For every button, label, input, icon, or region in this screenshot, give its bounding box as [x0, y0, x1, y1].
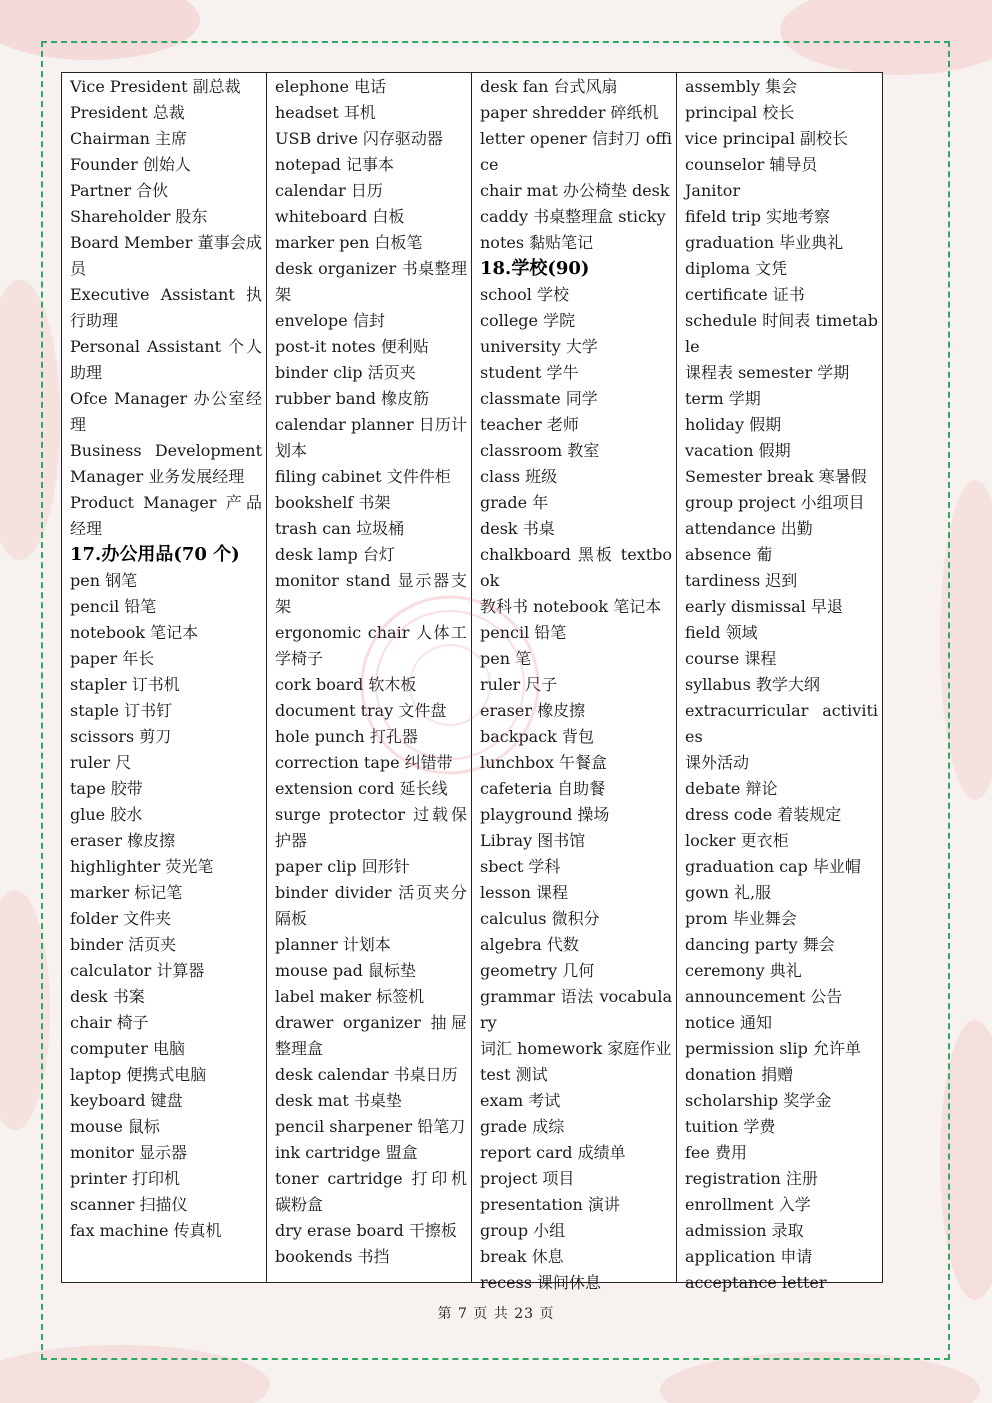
vocab-entry: notepad 记事本 [275, 155, 394, 174]
vocab-entry: Shareholder 股东 [70, 207, 208, 226]
vocab-entry: graduation 毕业典礼 [685, 233, 844, 252]
vocab-entry: sbect 学科 [480, 857, 561, 876]
vocab-entry: calendar 日历 [275, 181, 383, 200]
vocab-entry: principal 校长 [685, 103, 795, 122]
vocab-entry: presentation 演讲 [480, 1195, 620, 1214]
vocab-entry: binder 活页夹 [70, 935, 177, 954]
vocab-entry: eraser 橡皮擦 [480, 701, 586, 720]
column-3 [472, 73, 677, 1292]
vocab-entry: cork board 软木板 [275, 675, 417, 694]
vocab-entry: term 学期 [685, 389, 761, 408]
vocab-entry: paper shredder 碎纸机 [480, 103, 659, 122]
vocab-entry: break 休息 [480, 1247, 564, 1266]
vocab-entry: field 领域 [685, 623, 758, 642]
vocab-entry: debate 辩论 [685, 779, 778, 798]
vocab-entry: folder 文件夹 [70, 909, 172, 928]
vocab-entry: Ofce Manager 办公室经理 [70, 389, 262, 434]
vocab-entry: Vice President 副总裁 [70, 77, 241, 96]
vocab-entry: calculator 计算器 [70, 961, 205, 980]
vocab-entry: elephone 电话 [275, 77, 387, 96]
column-2 [267, 73, 472, 1282]
vocab-entry: Product Manager 产品经理 [70, 493, 262, 538]
vocab-entry: assembly 集会 [685, 77, 798, 96]
column-1 [62, 73, 267, 1282]
vocab-entry: drawer organizer 抽屉整理盒 [275, 1013, 467, 1058]
vocab-entry: letter opener 信封刀 office [480, 129, 672, 174]
vocab-entry: school 学校 [480, 285, 569, 304]
vocab-entry: USB drive 闪存驱动器 [275, 129, 443, 148]
vocab-entry: certificate 证书 [685, 285, 805, 304]
vocab-entry: tardiness 迟到 [685, 571, 798, 590]
vocab-entry: bookends 书挡 [275, 1247, 390, 1266]
vocab-entry: toner cartridge 打印机碳粉盒 [275, 1169, 467, 1214]
vocab-entry: desk calendar 书桌日历 [275, 1065, 458, 1084]
vocab-entry: laptop 便携式电脑 [70, 1065, 207, 1084]
vocab-entry: bookshelf 书架 [275, 493, 391, 512]
vocab-entry: test 测试 [480, 1065, 548, 1084]
vocab-entry: grade 年 [480, 493, 549, 512]
vocab-entry: course 课程 [685, 649, 777, 668]
vocab-entry: marker pen 白板笔 [275, 233, 423, 252]
vocab-entry: classroom 教室 [480, 441, 600, 460]
vocab-entry: Personal Assistant 个人助理 [70, 337, 262, 382]
vocab-entry: ergonomic chair 人体工学椅子 [275, 623, 467, 668]
vocab-entry: paper clip 回形针 [275, 857, 410, 876]
vocab-entry: lesson 课程 [480, 883, 569, 902]
vocab-entry: surge protector 过载保护器 [275, 805, 467, 850]
vocab-entry: early dismissal 早退 [685, 597, 843, 616]
vocab-entry: pen 钢笔 [70, 571, 138, 590]
vocab-entry: pencil sharpener 铅笔刀 [275, 1117, 466, 1136]
vocab-entry: Partner 合伙 [70, 181, 169, 200]
vocab-entry: mouse pad 鼠标垫 [275, 961, 416, 980]
vocab-entry: highlighter 荧光笔 [70, 857, 214, 876]
vocab-entry: headset 耳机 [275, 103, 376, 122]
vocab-entry: classmate 同学 [480, 389, 598, 408]
vocab-entry: Chairman 主席 [70, 129, 187, 148]
vocab-entry: eraser 橡皮擦 [70, 831, 176, 850]
vocab-entry: ink cartridge 盟盒 [275, 1143, 418, 1162]
section-heading: 17.办公用品(70 个) [70, 544, 240, 565]
vocab-entry: 词汇 homework 家庭作业 [480, 1039, 672, 1058]
vocab-entry: desk 书案 [70, 987, 145, 1006]
vocab-entry: university 大学 [480, 337, 598, 356]
vocab-entry: dry erase board 干擦板 [275, 1221, 457, 1240]
vocab-entry: Executive Assistant 执行助理 [70, 285, 262, 330]
vocab-entry: envelope 信封 [275, 311, 385, 330]
vocab-entry: Board Member 董事会成员 [70, 233, 262, 278]
vocab-entry: report card 成绩单 [480, 1143, 626, 1162]
vocab-entry: calculus 微积分 [480, 909, 600, 928]
vocab-entry: vice principal 副校长 [685, 129, 849, 148]
vocab-entry: diploma 文凭 [685, 259, 788, 278]
vocab-entry: dress code 着装规定 [685, 805, 842, 824]
vocab-entry: vacation 假期 [685, 441, 791, 460]
vocab-entry: chalkboard 黑板 textbook [480, 545, 672, 590]
vocab-entry: hole punch 打孔器 [275, 727, 418, 746]
vocab-entry: group 小组 [480, 1221, 566, 1240]
vocab-entry: scissors 剪刀 [70, 727, 172, 746]
vocab-entry: permission slip 允许单 [685, 1039, 861, 1058]
vocab-entry: Semester break 寒暑假 [685, 467, 867, 486]
vocab-entry: announcement 公告 [685, 987, 843, 1006]
vocab-entry: gown 礼,服 [685, 883, 772, 902]
vocab-entry: acceptance letter [685, 1273, 827, 1292]
vocab-entry: staple 订书钉 [70, 701, 173, 720]
vocab-entry: computer 电脑 [70, 1039, 185, 1058]
vocab-entry: glue 胶水 [70, 805, 143, 824]
vocab-entry: absence 葡 [685, 545, 773, 564]
vocab-entry: locker 更衣柜 [685, 831, 789, 850]
vocab-entry: chair 椅子 [70, 1013, 149, 1032]
vocab-entry: paper 年长 [70, 649, 155, 668]
vocab-entry: teacher 老师 [480, 415, 579, 434]
vocab-entry: monitor 显示器 [70, 1143, 188, 1162]
vocab-entry: keyboard 键盘 [70, 1091, 183, 1110]
vocab-entry: exam 考试 [480, 1091, 561, 1110]
vocab-entry: extracurricular activities [685, 701, 878, 746]
section-heading: 18.学校(90) [480, 258, 590, 279]
vocab-entry: ruler 尺子 [480, 675, 558, 694]
vocab-entry: backpack 背包 [480, 727, 594, 746]
vocab-entry: whiteboard 白板 [275, 207, 405, 226]
vocab-entry: lunchbox 午餐盒 [480, 753, 607, 772]
vocab-entry: trash can 垃圾桶 [275, 519, 405, 538]
vocab-entry: group project 小组项目 [685, 493, 865, 512]
vocab-entry: stapler 订书机 [70, 675, 180, 694]
vocab-entry: document tray 文件盘 [275, 701, 447, 720]
vocab-entry: recess 课间休息 [480, 1273, 602, 1292]
vocab-entry: post-it notes 便利贴 [275, 337, 429, 356]
vocab-entry: binder clip 活页夹 [275, 363, 416, 382]
vocab-entry: 课外活动 [685, 753, 750, 772]
vocab-entry: 课程表 semester 学期 [685, 363, 850, 382]
vocab-entry: chair mat 办公椅垫 desk [480, 181, 670, 200]
vocab-entry: printer 打印机 [70, 1169, 180, 1188]
vocabulary-table [61, 72, 883, 1292]
vocab-entry: extension cord 延长线 [275, 779, 448, 798]
vocab-entry: binder divider 活页夹分隔板 [275, 883, 467, 928]
vocab-entry: grammar 语法 vocabulary [480, 987, 672, 1032]
vocab-entry: prom 毕业舞会 [685, 909, 797, 928]
vocab-entry: planner 计划本 [275, 935, 391, 954]
vocab-entry: counselor 辅导员 [685, 155, 818, 174]
vocab-entry: desk 书桌 [480, 519, 555, 538]
column-4 [677, 73, 882, 1292]
vocab-entry: 教科书 notebook 笔记本 [480, 597, 662, 616]
vocab-entry: schedule 时间表 timetable [685, 311, 878, 356]
vocab-entry: attendance 出勤 [685, 519, 813, 538]
vocab-entry: label maker 标签机 [275, 987, 425, 1006]
vocab-entry: desk lamp 台灯 [275, 545, 395, 564]
vocab-entry: desk fan 台式风扇 [480, 77, 618, 96]
vocab-entry: student 学牛 [480, 363, 579, 382]
vocab-entry: marker 标记笔 [70, 883, 183, 902]
vocab-entry: college 学院 [480, 311, 576, 330]
vocab-entry: ceremony 典礼 [685, 961, 802, 980]
vocab-entry: monitor stand 显示器支架 [275, 571, 467, 616]
vocab-entry: mouse 鼠标 [70, 1117, 160, 1136]
vocab-entry: scanner 扫描仪 [70, 1195, 188, 1214]
vocab-entry: Business DevelopmentManager 业务发展经理 [70, 441, 262, 486]
page-number: 第 7 页 共 23 页 [437, 1306, 555, 1322]
vocab-entry: cafeteria 自助餐 [480, 779, 606, 798]
vocab-entry: pencil 铅笔 [480, 623, 567, 642]
vocab-entry: tape 胶带 [70, 779, 143, 798]
vocab-entry: correction tape 纠错带 [275, 753, 453, 772]
vocab-entry: desk mat 书桌垫 [275, 1091, 402, 1110]
vocab-entry: pencil 铅笔 [70, 597, 157, 616]
vocab-entry: ruler 尺 [70, 753, 132, 772]
vocab-entry: fifeld trip 实地考察 [685, 207, 831, 226]
vocab-entry: rubber band 橡皮筋 [275, 389, 430, 408]
vocab-entry: donation 捐赠 [685, 1065, 794, 1084]
vocab-entry: holiday 假期 [685, 415, 782, 434]
vocab-entry: pen 笔 [480, 649, 532, 668]
vocab-entry: fee 费用 [685, 1143, 747, 1162]
vocab-entry: playground 操场 [480, 805, 610, 824]
vocab-entry: admission 录取 [685, 1221, 804, 1240]
vocab-entry: registration 注册 [685, 1169, 818, 1188]
vocab-entry: class 班级 [480, 467, 558, 486]
vocab-entry: Founder 创始人 [70, 155, 191, 174]
vocab-entry: Janitor [685, 181, 741, 200]
vocab-entry: scholarship 奖学金 [685, 1091, 832, 1110]
vocab-entry: graduation cap 毕业帽 [685, 857, 861, 876]
vocab-entry: application 申请 [685, 1247, 813, 1266]
vocab-entry: President 总裁 [70, 103, 185, 122]
vocab-entry: notes 黏贴笔记 [480, 233, 594, 252]
vocab-entry: algebra 代数 [480, 935, 579, 954]
vocab-entry: enrollment 入学 [685, 1195, 811, 1214]
vocab-entry: caddy 书桌整理盒 sticky [480, 207, 666, 226]
vocab-entry: calendar planner 日历计划本 [275, 415, 467, 460]
vocab-entry: notice 通知 [685, 1013, 773, 1032]
vocab-entry: filing cabinet 文件件柜 [275, 467, 451, 486]
vocab-entry: syllabus 教学大纲 [685, 675, 820, 694]
vocab-entry: dancing party 舞会 [685, 935, 835, 954]
vocab-entry: Libray 图书馆 [480, 831, 586, 850]
vocab-entry: project 项目 [480, 1169, 575, 1188]
vocab-entry: fax machine 传真机 [70, 1221, 222, 1240]
vocab-entry: grade 成综 [480, 1117, 565, 1136]
vocab-entry: desk organizer 书桌整理架 [275, 259, 467, 304]
vocab-entry: geometry 几何 [480, 961, 595, 980]
vocab-entry: tuition 学费 [685, 1117, 776, 1136]
vocab-entry: notebook 笔记本 [70, 623, 199, 642]
